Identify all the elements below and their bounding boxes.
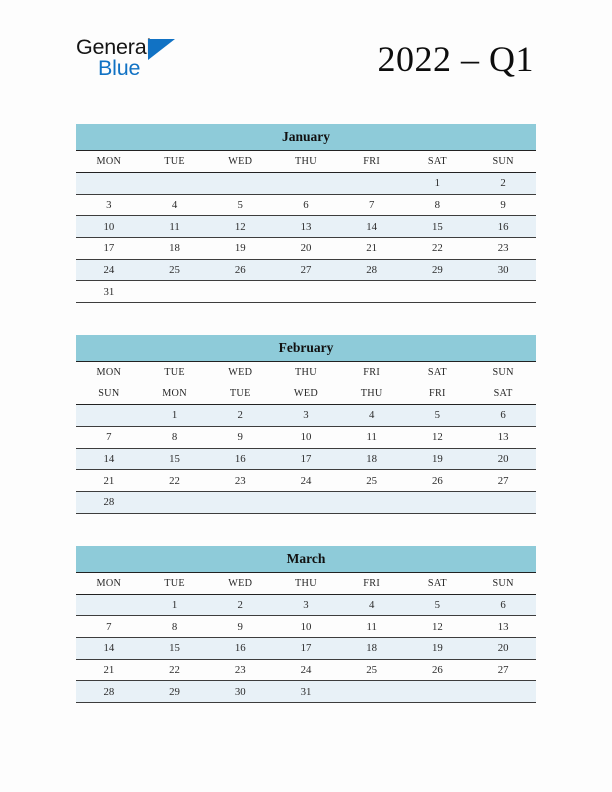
day-cell[interactable]: 2 (207, 594, 273, 616)
day-cell[interactable]: 28 (339, 259, 405, 281)
day-cell[interactable]: 8 (142, 616, 208, 638)
day-cell[interactable]: 3 (273, 594, 339, 616)
weekday-label-sun: SUN (470, 151, 536, 173)
day-cell[interactable]: 17 (76, 238, 142, 260)
day-cell[interactable]: 1 (405, 173, 471, 195)
day-cell[interactable]: 19 (405, 448, 471, 470)
day-cell[interactable]: 23 (207, 659, 273, 681)
weekday-label-mon: MON (76, 572, 142, 594)
week-row (76, 491, 536, 513)
day-cell[interactable]: 10 (273, 426, 339, 448)
general-blue-logo[interactable] (76, 37, 188, 87)
day-cell-empty (339, 681, 405, 703)
week-row (76, 173, 536, 195)
weekday-label-fri: FRI (339, 151, 405, 173)
day-cell-empty (207, 491, 273, 513)
month-block-march (76, 546, 536, 703)
day-cell[interactable]: 13 (470, 616, 536, 638)
day-cell-empty (142, 173, 208, 195)
day-cell[interactable]: 17 (273, 448, 339, 470)
day-cell-empty (339, 491, 405, 513)
day-cell[interactable]: 23 (470, 238, 536, 260)
day-cell-empty (405, 491, 471, 513)
day-cell-empty (273, 491, 339, 513)
day-cell[interactable]: 18 (142, 238, 208, 260)
day-cell[interactable]: 22 (405, 238, 471, 260)
day-cell[interactable]: 3 (76, 194, 142, 216)
day-cell[interactable]: 26 (405, 470, 471, 492)
day-cell[interactable]: 25 (339, 659, 405, 681)
day-cell[interactable]: 17 (273, 637, 339, 659)
day-cell[interactable]: 1 (142, 405, 208, 427)
day-cell[interactable]: 23 (207, 470, 273, 492)
week-row (76, 281, 536, 303)
day-cell[interactable]: 12 (405, 616, 471, 638)
day-cell-empty (273, 281, 339, 303)
day-cell-empty (207, 173, 273, 195)
month-title: March (76, 546, 536, 573)
day-cell[interactable]: 12 (207, 216, 273, 238)
day-cell[interactable]: 26 (207, 259, 273, 281)
day-cell-empty (470, 681, 536, 703)
day-cell[interactable]: 30 (207, 681, 273, 703)
day-cell[interactable]: 5 (405, 405, 471, 427)
day-cell[interactable]: 11 (339, 616, 405, 638)
weekday-header-row (76, 383, 536, 405)
day-cell[interactable]: 5 (207, 194, 273, 216)
weekday-header-row (76, 362, 536, 384)
day-cell[interactable]: 15 (405, 216, 471, 238)
weekday-label-fri: FRI (405, 383, 471, 405)
day-cell-empty (405, 681, 471, 703)
day-cell-empty (76, 173, 142, 195)
page-header (0, 0, 612, 118)
day-cell[interactable]: 12 (405, 426, 471, 448)
day-cell[interactable]: 29 (142, 681, 208, 703)
day-cell[interactable]: 24 (273, 659, 339, 681)
day-cell-empty (470, 491, 536, 513)
weekday-label-wed: WED (207, 362, 273, 384)
weekday-label-tue: TUE (142, 151, 208, 173)
weekday-label-thu: THU (273, 151, 339, 173)
weekday-label-wed: WED (207, 151, 273, 173)
month-title-row (76, 546, 536, 573)
day-cell[interactable]: 27 (273, 259, 339, 281)
day-cell-empty (405, 281, 471, 303)
day-cell[interactable]: 6 (470, 405, 536, 427)
day-cell[interactable]: 16 (207, 637, 273, 659)
day-cell-empty (470, 281, 536, 303)
day-cell[interactable]: 18 (339, 637, 405, 659)
weekday-label-wed: WED (273, 383, 339, 405)
day-cell[interactable]: 10 (273, 616, 339, 638)
week-row (76, 659, 536, 681)
day-cell[interactable]: 27 (470, 470, 536, 492)
day-cell[interactable]: 24 (76, 259, 142, 281)
day-cell[interactable]: 25 (142, 259, 208, 281)
day-cell-empty (76, 405, 142, 427)
weekday-label-sun: SUN (76, 383, 142, 405)
day-cell[interactable]: 16 (470, 216, 536, 238)
day-cell[interactable]: 28 (76, 681, 142, 703)
day-cell-empty (273, 173, 339, 195)
weekday-label-mon: MON (76, 362, 142, 384)
day-cell[interactable]: 15 (142, 637, 208, 659)
day-cell-empty (339, 173, 405, 195)
day-cell[interactable]: 24 (273, 470, 339, 492)
weekday-label-thu: THU (273, 362, 339, 384)
weekday-label-thu: THU (339, 383, 405, 405)
day-cell-empty (142, 491, 208, 513)
day-cell-empty (76, 594, 142, 616)
quarter-calendar-list (76, 124, 536, 703)
day-cell[interactable]: 4 (142, 194, 208, 216)
weekday-label-mon: MON (76, 151, 142, 173)
day-cell[interactable]: 8 (405, 194, 471, 216)
day-cell[interactable]: 20 (470, 448, 536, 470)
day-cell[interactable]: 19 (207, 238, 273, 260)
day-cell[interactable]: 7 (339, 194, 405, 216)
weekday-header-row (76, 572, 536, 594)
day-cell[interactable]: 9 (470, 194, 536, 216)
day-cell-empty (142, 281, 208, 303)
week-row (76, 238, 536, 260)
day-cell[interactable]: 29 (405, 259, 471, 281)
day-cell[interactable]: 21 (76, 470, 142, 492)
logo-text-blue: Blue (98, 56, 141, 80)
weekday-label-fri: FRI (339, 362, 405, 384)
day-cell-empty (207, 281, 273, 303)
day-cell[interactable]: 27 (470, 659, 536, 681)
day-cell[interactable]: 26 (405, 659, 471, 681)
weekday-label-sat: SAT (405, 572, 471, 594)
day-cell[interactable]: 14 (76, 448, 142, 470)
day-cell[interactable]: 7 (76, 616, 142, 638)
weekday-label-sun: SUN (470, 572, 536, 594)
day-cell[interactable]: 18 (339, 448, 405, 470)
day-cell[interactable]: 31 (76, 281, 142, 303)
day-cell-empty (339, 281, 405, 303)
week-row (76, 616, 536, 638)
month-table (76, 124, 536, 303)
day-cell[interactable]: 14 (76, 637, 142, 659)
week-row (76, 637, 536, 659)
weekday-label-sat: SAT (405, 362, 471, 384)
week-row (76, 470, 536, 492)
month-block-february (76, 335, 536, 513)
weekday-label-sun: SUN (470, 362, 536, 384)
month-table (76, 546, 536, 703)
day-cell[interactable]: 22 (142, 470, 208, 492)
day-cell[interactable]: 1 (142, 594, 208, 616)
day-cell[interactable]: 25 (339, 470, 405, 492)
day-cell[interactable]: 14 (339, 216, 405, 238)
triangle-icon (148, 39, 175, 60)
week-row (76, 216, 536, 238)
month-table (76, 335, 536, 513)
day-cell[interactable]: 20 (470, 637, 536, 659)
day-cell[interactable]: 30 (470, 259, 536, 281)
day-cell[interactable]: 2 (470, 173, 536, 195)
day-cell[interactable]: 9 (207, 426, 273, 448)
week-row (76, 405, 536, 427)
weekday-label-tue: TUE (142, 572, 208, 594)
day-cell[interactable]: 19 (405, 637, 471, 659)
weekday-label-mon: MON (142, 383, 208, 405)
day-cell[interactable]: 4 (339, 405, 405, 427)
day-cell[interactable]: 13 (273, 216, 339, 238)
day-cell[interactable]: 15 (142, 448, 208, 470)
weekday-label-thu: THU (273, 572, 339, 594)
logo-text-general: General (76, 35, 152, 59)
weekday-label-fri: FRI (339, 572, 405, 594)
month-title-row (76, 335, 536, 362)
week-row (76, 448, 536, 470)
week-row (76, 194, 536, 216)
day-cell[interactable]: 21 (339, 238, 405, 260)
week-row (76, 426, 536, 448)
week-row (76, 681, 536, 703)
month-block-january (76, 124, 536, 303)
weekday-header-row (76, 151, 536, 173)
day-cell[interactable]: 3 (273, 405, 339, 427)
day-cell[interactable]: 6 (273, 194, 339, 216)
day-cell[interactable]: 28 (76, 491, 142, 513)
day-cell[interactable]: 22 (142, 659, 208, 681)
day-cell[interactable]: 7 (76, 426, 142, 448)
day-cell[interactable]: 21 (76, 659, 142, 681)
day-cell[interactable]: 6 (470, 594, 536, 616)
month-title: January (76, 124, 536, 151)
day-cell[interactable]: 8 (142, 426, 208, 448)
day-cell[interactable]: 4 (339, 594, 405, 616)
weekday-label-wed: WED (207, 572, 273, 594)
day-cell[interactable]: 13 (470, 426, 536, 448)
day-cell[interactable]: 20 (273, 238, 339, 260)
day-cell[interactable]: 5 (405, 594, 471, 616)
weekday-label-tue: TUE (142, 362, 208, 384)
day-cell[interactable]: 9 (207, 616, 273, 638)
day-cell[interactable]: 10 (76, 216, 142, 238)
weekday-label-tue: TUE (207, 383, 273, 405)
week-row (76, 594, 536, 616)
weekday-label-sat: SAT (405, 151, 471, 173)
day-cell[interactable]: 31 (273, 681, 339, 703)
week-row (76, 259, 536, 281)
page-title: 2022 – Q1 (377, 39, 534, 79)
month-title-row (76, 124, 536, 151)
day-cell[interactable]: 2 (207, 405, 273, 427)
day-cell[interactable]: 11 (142, 216, 208, 238)
day-cell[interactable]: 16 (207, 448, 273, 470)
day-cell[interactable]: 11 (339, 426, 405, 448)
weekday-label-sat: SAT (470, 383, 536, 405)
month-title: February (76, 335, 536, 362)
